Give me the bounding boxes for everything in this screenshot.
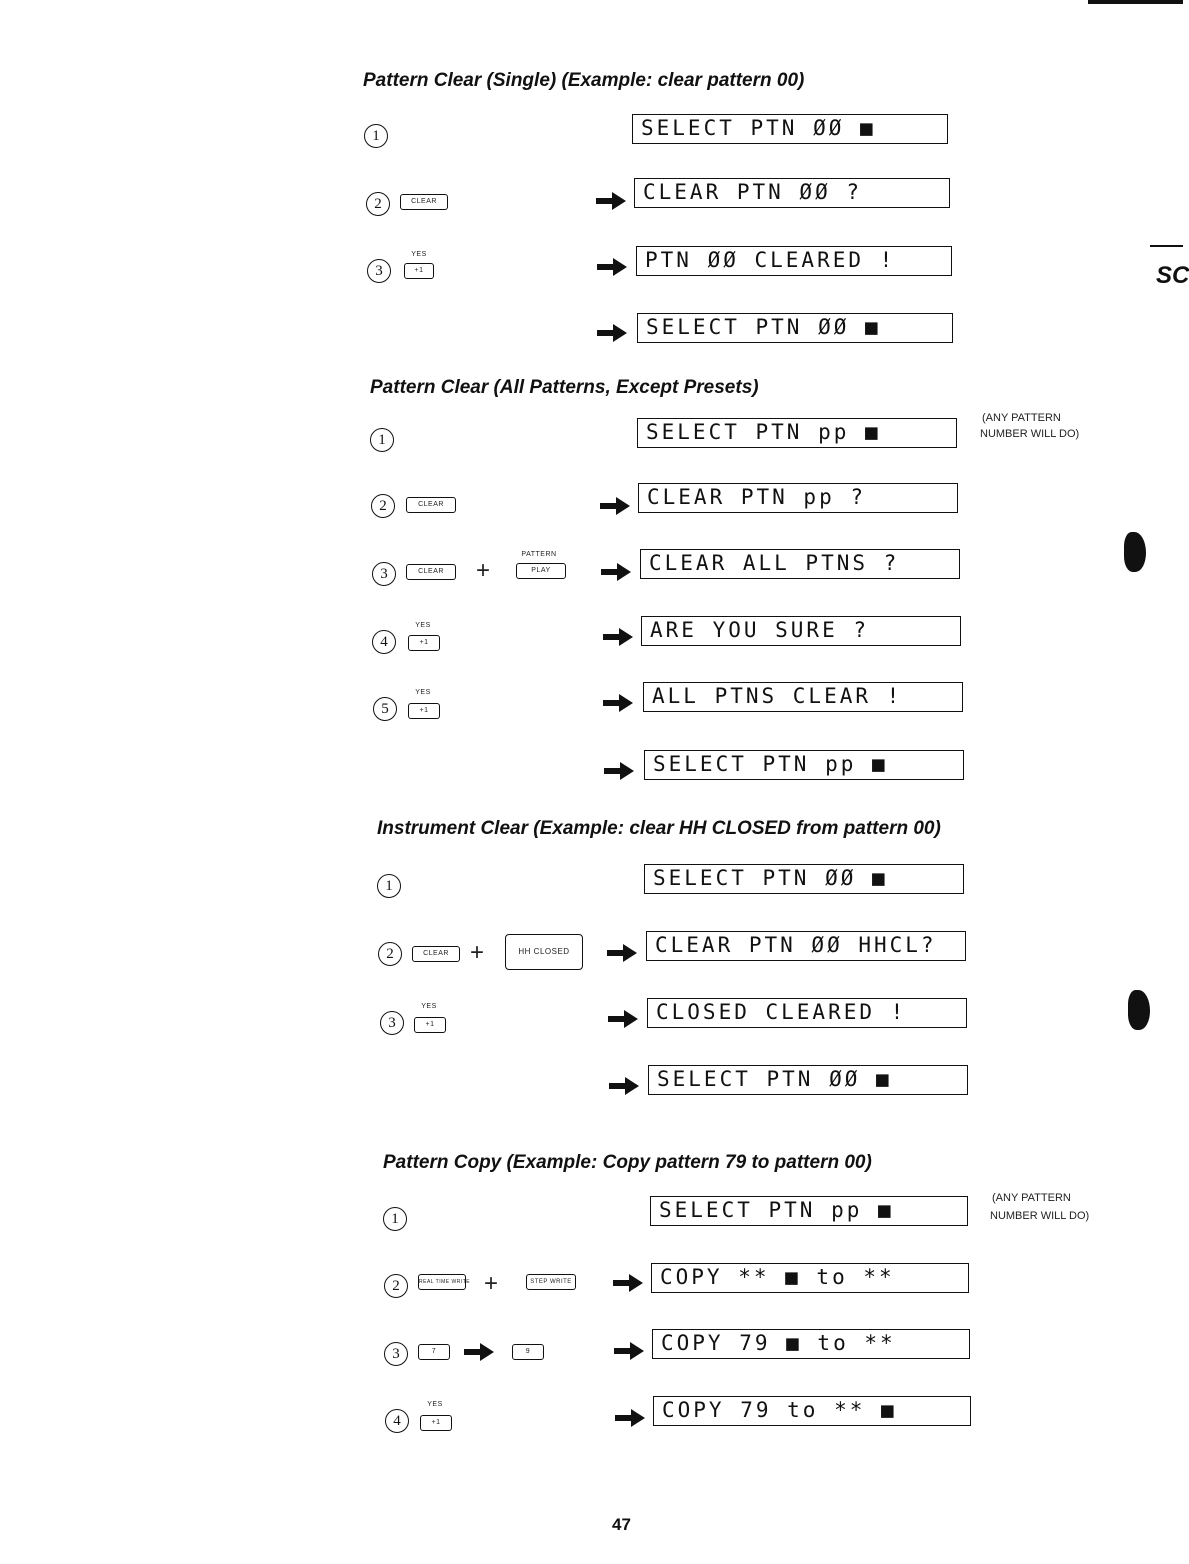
lcd-display: SELECT PTN ØØ ■ xyxy=(637,313,953,343)
note-line: (ANY PATTERN xyxy=(992,1192,1071,1204)
pattern-play-key[interactable]: PLAY xyxy=(516,563,566,579)
lcd-display: SELECT PTN pp ■ xyxy=(637,418,957,448)
step-number: 1 xyxy=(383,1207,407,1231)
lcd-display: CLEAR ALL PTNS ? xyxy=(640,549,960,579)
step-number: 2 xyxy=(378,942,402,966)
arrow-icon xyxy=(604,762,634,780)
clear-key[interactable]: CLEAR xyxy=(406,564,456,580)
clear-key[interactable]: CLEAR xyxy=(400,194,448,210)
plus-one-key[interactable]: +1 xyxy=(404,263,434,279)
lcd-display: ARE YOU SURE ? xyxy=(641,616,961,646)
step-number: 2 xyxy=(371,494,395,518)
binding-hole-mark xyxy=(1124,532,1146,572)
lcd-display: PTN ØØ CLEARED ! xyxy=(636,246,952,276)
lcd-display: COPY ** ■ to ** xyxy=(651,1263,969,1293)
plus-one-key[interactable]: +1 xyxy=(414,1017,446,1033)
pattern-label: PATTERN xyxy=(521,551,557,558)
plus-one-key[interactable]: +1 xyxy=(420,1415,452,1431)
lcd-display: SELECT PTN pp ■ xyxy=(650,1196,968,1226)
arrow-icon xyxy=(603,694,633,712)
page-number: 47 xyxy=(612,1515,631,1534)
clear-key[interactable]: CLEAR xyxy=(406,497,456,513)
edge-rule xyxy=(1150,245,1183,247)
step-number: 4 xyxy=(372,630,396,654)
edge-text: SC xyxy=(1156,262,1189,289)
arrow-icon xyxy=(603,628,633,646)
arrow-icon xyxy=(596,192,626,210)
arrow-icon xyxy=(609,1077,639,1095)
step-number: 5 xyxy=(373,697,397,721)
section-title: Pattern Clear (Single) (Example: clear pattern 00) xyxy=(363,70,805,91)
arrow-icon xyxy=(597,258,627,276)
lcd-display: CLEAR PTN ØØ HHCL? xyxy=(646,931,966,961)
note-line: (ANY PATTERN xyxy=(982,412,1061,424)
arrow-icon xyxy=(597,324,627,342)
note-line: NUMBER WILL DO) xyxy=(990,1210,1090,1222)
step-number: 1 xyxy=(370,428,394,452)
section-title: Pattern Copy (Example: Copy pattern 79 to pattern 00) xyxy=(383,1152,872,1173)
step-number: 2 xyxy=(384,1274,408,1298)
step-write-key[interactable]: STEP WRITE xyxy=(526,1274,576,1290)
arrow-icon xyxy=(608,1010,638,1028)
yes-label: YES xyxy=(415,689,431,696)
lcd-display: COPY 79 to ** ■ xyxy=(653,1396,971,1426)
lcd-display: SELECT PTN pp ■ xyxy=(644,750,964,780)
plus-one-key[interactable]: +1 xyxy=(408,703,440,719)
step-number: 4 xyxy=(385,1409,409,1433)
yes-label: YES xyxy=(411,251,427,258)
lcd-display: CLEAR PTN ØØ ? xyxy=(634,178,950,208)
arrow-icon xyxy=(464,1343,494,1361)
clear-key[interactable]: CLEAR xyxy=(412,946,460,962)
lcd-display: SELECT PTN ØØ ■ xyxy=(648,1065,968,1095)
step-number: 1 xyxy=(377,874,401,898)
nine-key[interactable]: 9 xyxy=(512,1344,544,1360)
arrow-icon xyxy=(607,944,637,962)
step-number: 2 xyxy=(366,192,390,216)
real-time-write-key[interactable]: REAL TIME WRITE xyxy=(418,1274,466,1290)
binding-hole-mark xyxy=(1128,990,1150,1030)
step-number: 3 xyxy=(380,1011,404,1035)
yes-label: YES xyxy=(421,1003,437,1010)
section-title: Pattern Clear (All Patterns, Except Presets) xyxy=(370,377,759,398)
arrow-icon xyxy=(601,563,631,581)
plus-sign: + xyxy=(470,939,485,966)
arrow-icon xyxy=(613,1274,643,1292)
step-number: 3 xyxy=(367,259,391,283)
edge-rule xyxy=(1088,0,1183,4)
seven-key[interactable]: 7 xyxy=(418,1344,450,1360)
plus-sign: + xyxy=(484,1270,499,1297)
step-number: 3 xyxy=(372,562,396,586)
arrow-icon xyxy=(615,1409,645,1427)
lcd-display: ALL PTNS CLEAR ! xyxy=(643,682,963,712)
lcd-display: SELECT PTN ØØ ■ xyxy=(644,864,964,894)
section-title: Instrument Clear (Example: clear HH CLOSED from pattern 00) xyxy=(377,818,941,839)
step-number: 3 xyxy=(384,1342,408,1366)
lcd-display: CLEAR PTN pp ? xyxy=(638,483,958,513)
note-line: NUMBER WILL DO) xyxy=(980,428,1080,440)
lcd-display: CLOSED CLEARED ! xyxy=(647,998,967,1028)
lcd-display: SELECT PTN ØØ ■ xyxy=(632,114,948,144)
lcd-display: COPY 79 ■ to ** xyxy=(652,1329,970,1359)
yes-label: YES xyxy=(427,1401,443,1408)
step-number: 1 xyxy=(364,124,388,148)
arrow-icon xyxy=(600,497,630,515)
plus-sign: + xyxy=(476,557,491,584)
arrow-icon xyxy=(614,1342,644,1360)
plus-one-key[interactable]: +1 xyxy=(408,635,440,651)
yes-label: YES xyxy=(415,622,431,629)
hh-closed-key[interactable]: HH CLOSED xyxy=(505,934,583,970)
